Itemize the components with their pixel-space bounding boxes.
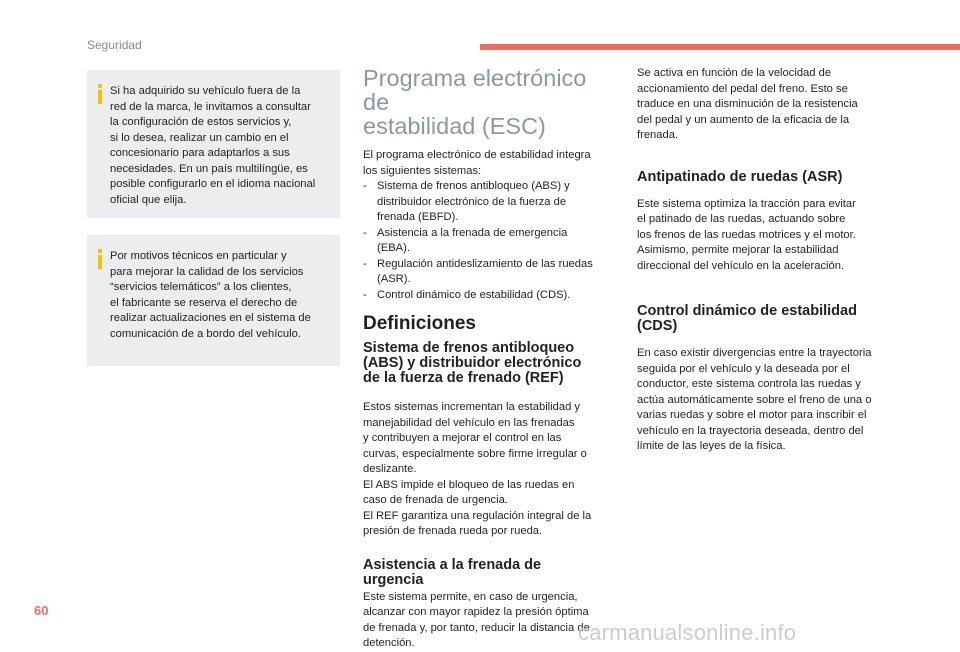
list-item-line: (ASR).: [377, 273, 411, 285]
eba-text-cont: [637, 66, 895, 144]
text-line: detención.: [363, 637, 415, 649]
column-definitions-cont: [637, 66, 895, 455]
list-item-line: distribuidor electrónico de la fuerza de: [377, 195, 567, 208]
text-line: frenada.: [637, 129, 679, 141]
text-line: direccional del vehículo en la aceleración.: [637, 259, 845, 272]
text-line: conductor, este sistema controla las ruedas y: [637, 378, 861, 390]
heading-line: Control dinámico de estabilidad: [637, 303, 857, 319]
info-box: [87, 70, 340, 218]
list-item-line: Control dinámico de estabilidad (CDS).: [377, 288, 571, 301]
esc-title-line: Programa electrónico de: [363, 65, 587, 115]
text-line: del pedal y un aumento de la eficacia de la: [637, 113, 850, 126]
info-icon: [95, 249, 105, 269]
list-item-line: Sistema de frenos antibloqueo (ABS) y: [377, 180, 570, 192]
esc-intro: El programa electrónico de estabilidad integra: [363, 149, 591, 161]
list-item: [363, 257, 615, 288]
text-line: En caso existir divergencias entre la trayectoria: [637, 347, 872, 359]
asr-heading: Antipatinado de ruedas (ASR): [637, 168, 843, 185]
info-line: la configuración de estos servicios y,: [110, 116, 292, 128]
info-line: Si ha adquirido su vehículo fuera de la: [110, 85, 301, 97]
abs-heading: [363, 341, 615, 386]
text-line: presión de frenada rueda por rueda.: [363, 525, 543, 537]
info-line: el fabricante se reserva el derecho de: [110, 296, 298, 309]
heading-line: de la fuerza de frenado (REF): [363, 370, 564, 386]
list-item-line: frenada (EBFD).: [377, 211, 459, 223]
list-item-line: Asistencia a la frenada de emergencia: [377, 226, 568, 239]
text-line: El REF garantiza una regulación integral de la: [363, 509, 592, 522]
text-line: Se activa en función de la velocidad de: [637, 67, 832, 79]
info-line: Por motivos técnicos en particular y: [110, 250, 287, 262]
info-line: oficial que elija.: [110, 193, 187, 206]
info-line: comunicación de a bordo del vehículo.: [110, 327, 301, 340]
info-line: posible configurarlo en el idioma nacional: [110, 178, 316, 190]
info-icon: [95, 84, 105, 104]
heading-line: (CDS): [637, 318, 678, 334]
text-line: vehículo en la trayectoria deseada, dentro del: [637, 424, 864, 437]
list-item: [363, 226, 615, 257]
cds-heading: [637, 304, 895, 334]
heading-line: urgencia: [363, 571, 424, 588]
asr-text: [637, 197, 895, 275]
text-line: de frenada y, por tanto, reducir la distancia de: [363, 621, 590, 634]
esc-title: [363, 66, 615, 138]
text-line: Este sistema permite, en caso de urgencia,: [363, 590, 578, 603]
heading-line: Sistema de frenos antibloqueo: [363, 340, 575, 356]
text-line: curvas, especialmente sobre firme irregular o: [363, 447, 587, 460]
text-line: y contribuyen a mejorar el control en las: [363, 432, 562, 444]
text-line: El ABS impide el bloqueo de las ruedas en: [363, 478, 575, 491]
section-accent-bar: [480, 44, 960, 50]
text-line: los frenos de las ruedas motrices y el motor.: [637, 228, 856, 241]
text-line: Este sistema optimiza la tracción para evitar: [637, 197, 856, 210]
text-line: Estos sistemas incrementan la estabilidad y: [363, 401, 581, 413]
text-line: actúa automáticamente sobre el freno de una o: [637, 393, 872, 406]
heading-line: Asistencia a la frenada de: [363, 556, 542, 573]
eba-heading: [363, 558, 615, 588]
text-line: seguida por el vehículo y la deseada por el: [637, 362, 850, 375]
info-box: [87, 235, 340, 366]
text-line: accionamiento del pedal del freno. Esto se: [637, 82, 848, 95]
systems-list: [363, 179, 615, 303]
info-line: para mejorar la calidad de los servicios: [110, 265, 304, 278]
text-line: el patinado de las ruedas, actuando sobre: [637, 213, 846, 225]
info-line: “servicios telemáticos” a los clientes,: [110, 281, 292, 293]
text-line: alcanzar con mayor rapidez la presión óptima: [363, 606, 589, 618]
text-line: deslizante.: [363, 463, 417, 475]
watermark: carmanualsonline.info: [578, 620, 797, 645]
column-esc: [363, 66, 615, 652]
info-line: concesionario para adaptarlos a sus: [110, 147, 290, 159]
text-line: Asimismo, permite mejorar la estabilidad: [637, 244, 839, 256]
list-item: [363, 288, 615, 304]
text-line: límite de las leyes de la física.: [637, 440, 786, 452]
esc-intro: los siguientes sistemas:: [363, 164, 482, 177]
abs-text: [363, 400, 615, 540]
text-line: varias ruedas y sobre el motor para inscribir el: [637, 409, 867, 421]
info-line: red de la marca, le invitamos a consultar: [110, 100, 311, 113]
esc-title-line: estabilidad (ESC): [363, 113, 546, 139]
info-line: realizar actualizaciones en el sistema de: [110, 312, 311, 324]
definiciones-heading: Definiciones: [363, 313, 476, 334]
text-line: manejabilidad del vehículo en las frenadas: [363, 416, 575, 429]
info-line: si lo desea, realizar un cambio en el: [110, 131, 289, 144]
heading-line: (ABS) y distribuidor electrónico: [363, 355, 582, 371]
list-item-line: Regulación antideslizamiento de las ruedas: [377, 257, 593, 270]
section-label: Seguridad: [87, 38, 142, 52]
list-item-line: (EBA).: [377, 242, 410, 254]
info-line: necesidades. En un país multilíngüe, es: [110, 162, 308, 175]
list-item: [363, 179, 615, 226]
page-number: 60: [34, 603, 49, 618]
text-line: caso de frenada de urgencia.: [363, 494, 508, 506]
cds-text: [637, 346, 895, 455]
text-line: traduce en una disminución de la resistencia: [637, 98, 858, 110]
